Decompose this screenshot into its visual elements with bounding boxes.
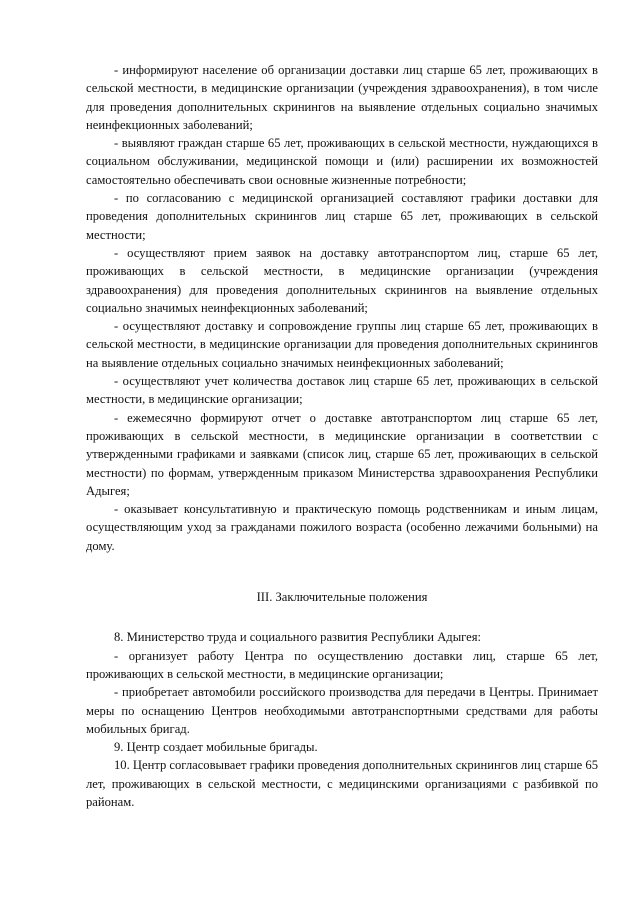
section-heading: III. Заключительные положения	[256, 590, 428, 605]
section-spacer	[86, 555, 598, 588]
paragraph-consulting-help: - оказывает консультативную и практическую помощь родственникам и иным лицам, осуществляющим уход за гражданами пожилого возраста (особенно лежачими больными) на дому.	[86, 502, 598, 553]
paragraph-identify-citizens: - выявляют граждан старше 65 лет, проживающих в сельской местности, нуждающихся в социальном обслуживании, медицинской помощи и (или) расширении их возможностей самостоятельно обеспечивать свои основные жизненные потребности;	[86, 136, 598, 187]
paragraph-ministry: 8. Министерство труда и социального развития Республики Адыгея:	[114, 630, 482, 645]
paragraph-coordinate-schedules: 10. Центр согласовывает графики проведения дополнительных скринингов лиц старше 65 лет, проживающих в сельской местности, с медицинскими организациями с разбивкой по районам.	[86, 758, 599, 809]
paragraph-delivery-accounting: - осуществляют учет количества доставок лиц старше 65 лет, проживающих в сельской местности, в медицинские организации;	[86, 374, 598, 407]
paragraph-organize-work: - организует работу Центра по осуществлению доставки лиц, старше 65 лет, проживающих в сельской местности, в медицинские организации;	[86, 648, 598, 681]
heading-spacer	[86, 606, 598, 628]
paragraph-delivery-escort: - осуществляют доставку и сопровождение группы лиц старше 65 лет, проживающих в сельской местности, в медицинские организации для проведения дополнительных скринингов на выявление отдельных социально значимых неинфекционных заболеваний;	[86, 319, 598, 370]
paragraph-monthly-report: - ежемесячно формируют отчет о доставке автотранспортом лиц старше 65 лет, проживающих в сельской местности, в медицинские организации в соответствии с утвержденными графиками и заявками (список лиц, старше 65 лет, проживающих в сельской местности) по формам, утвержденным приказом Министерства здравоохранения Республики Адыгея;	[86, 410, 598, 498]
paragraph-mobile-teams: 9. Центр создает мобильные бригады.	[114, 740, 318, 755]
paragraph-purchase-vehicles: - приобретает автомобили российского производства для передачи в Центры. Принимает меры по оснащению Центров необходимыми автотранспортными средствами для работы мобильных бригад.	[86, 685, 598, 736]
paragraph-inform-population: - информируют население об организации доставки лиц старше 65 лет, проживающих в сельской местности, в медицинские организации (учреждения здравоохранения), в том числе для проведения дополнительных скринингов на выявление отдельных социально значимых неинфекционных заболеваний;	[86, 63, 598, 132]
document-page	[86, 61, 598, 811]
paragraph-accept-requests: - осуществляют прием заявок на доставку автотранспортом лиц, старше 65 лет, проживающих в сельской местности, в медицинские организации (учреждения здравоохранения) для проведения дополнительных скринингов на выявление отдельных социально значимых неинфекционных заболеваний;	[86, 245, 598, 315]
paragraph-delivery-schedules: - по согласованию с медицинской организацией составляют графики доставки для проведения дополнительных скринингов лиц старше 65 лет, проживающих в сельской местности;	[86, 191, 598, 242]
